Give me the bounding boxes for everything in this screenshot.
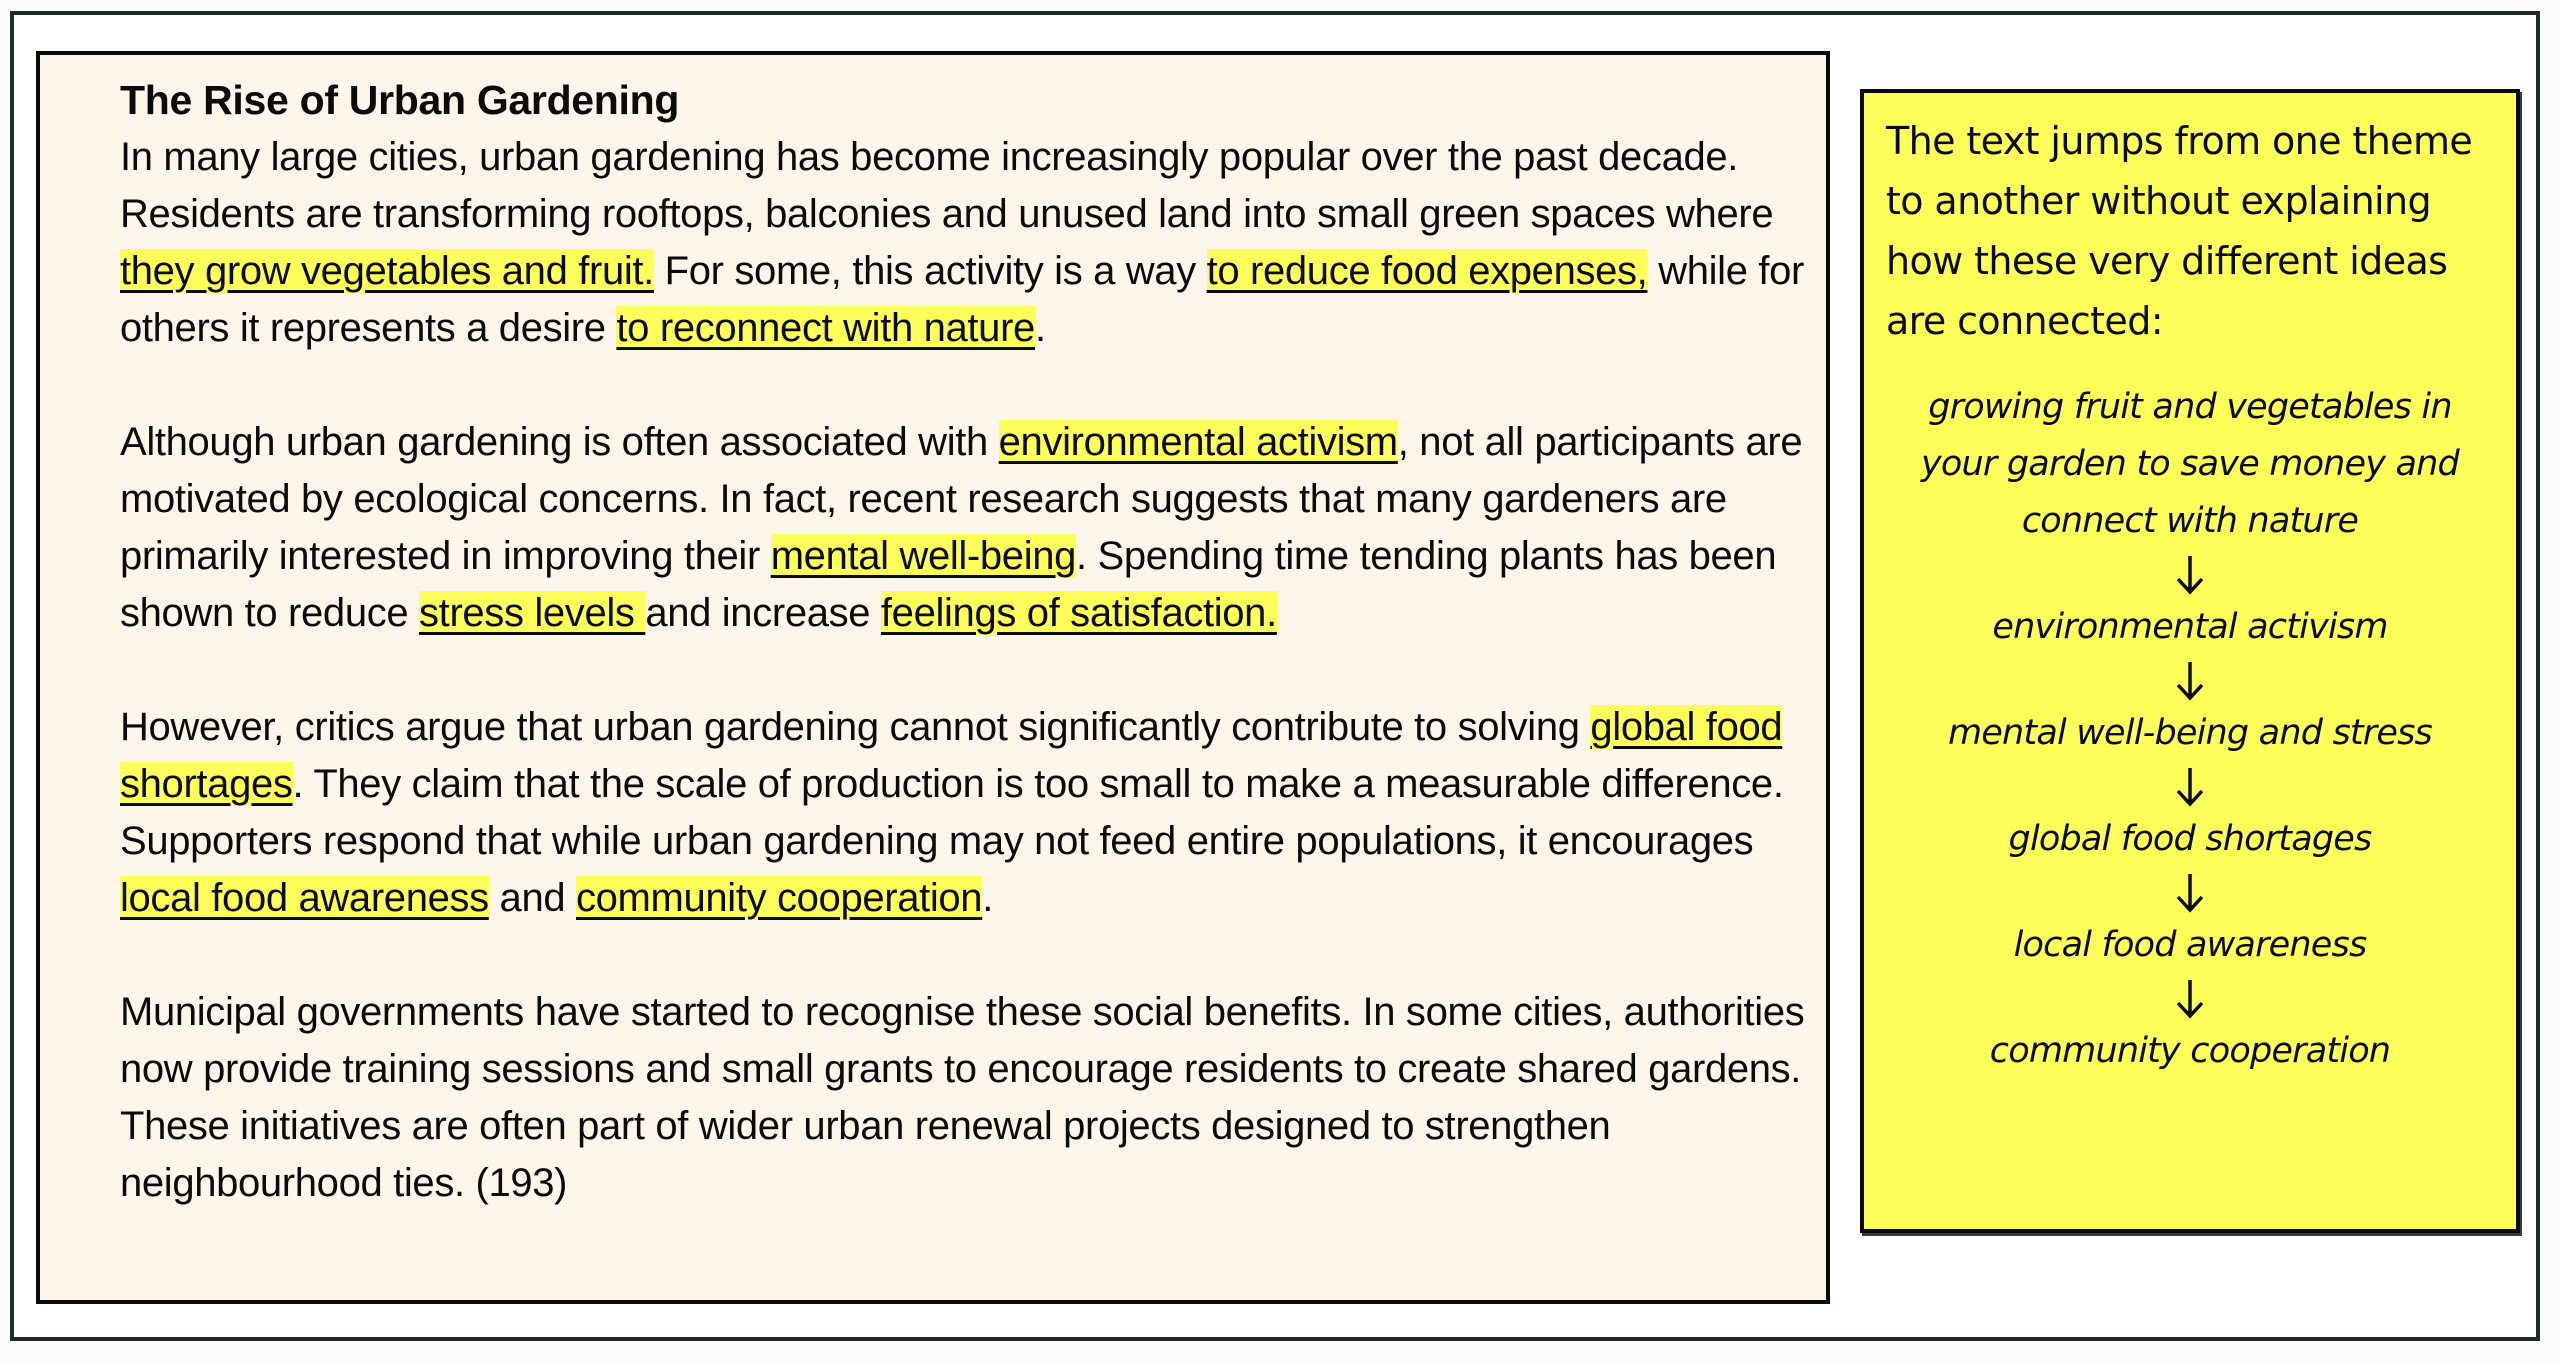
highlighted-phrase: stress levels bbox=[419, 591, 646, 635]
paragraph-text: . bbox=[982, 876, 993, 920]
highlighted-phrase: feelings of satisfaction. bbox=[880, 591, 1277, 635]
paragraph-text: . They claim that the scale of production is too small to make a measurable difference. Supporters respond that while urban gardening may not feed entire populations, it encourages bbox=[120, 762, 1784, 863]
flow-theme: environmental activism bbox=[1992, 607, 2388, 647]
arrow-down-icon bbox=[2170, 974, 2210, 1023]
article-body bbox=[120, 129, 1826, 1212]
paragraph-text: and bbox=[488, 876, 577, 920]
paragraph-text: Municipal governments have started to recognise these social benefits. In some cities, authorities now provide training sessions and small grants to encourage residents to create shared gardens. These initiatives are often part of wider urban renewal projects designed to strengthen neighbourhood ties. (193) bbox=[120, 990, 1805, 1205]
highlighted-phrase: mental well-being bbox=[770, 534, 1077, 578]
article-panel bbox=[36, 51, 1830, 1304]
article-paragraph bbox=[120, 699, 1830, 927]
paragraph-text: However, critics argue that urban gardening cannot significantly contribute to solving bbox=[120, 705, 1591, 749]
article-paragraph bbox=[120, 984, 1830, 1212]
highlighted-phrase: they grow vegetables and fruit. bbox=[120, 249, 654, 293]
arrow-down-icon bbox=[2170, 656, 2210, 705]
theme-flow bbox=[1886, 379, 2494, 1080]
flow-theme: growing fruit and vegetables in your garden to save money and connect with nature bbox=[1921, 387, 2459, 541]
highlighted-phrase: to reconnect with nature bbox=[616, 306, 1035, 350]
article-paragraph bbox=[120, 129, 1830, 357]
highlighted-phrase: to reduce food expenses, bbox=[1206, 249, 1648, 293]
paragraph-text: . Spending time tending plants has been shown to reduce bbox=[120, 534, 1777, 635]
paragraph-text: Although urban gardening is often associated with bbox=[120, 420, 999, 464]
article-title: The Rise of Urban Gardening bbox=[120, 77, 680, 123]
paragraph-text: , not all participants are motivated by ecological concerns. In fact, recent research suggests that many gardeners are primarily interested in improving their bbox=[120, 420, 1803, 578]
arrow-down-icon bbox=[2170, 868, 2210, 917]
paragraph-text: In many large cities, urban gardening has become increasingly popular over the past decade. Residents are transforming rooftops, balconies and unused land into small green spaces where bbox=[120, 135, 1774, 236]
flow-theme: community cooperation bbox=[1989, 1031, 2391, 1071]
article-paragraph bbox=[120, 414, 1830, 642]
paragraph-text: . bbox=[1034, 306, 1046, 350]
arrow-down-icon bbox=[2170, 550, 2210, 599]
note-intro: The text jumps from one theme to another without explaining how these very different ideas are connected: bbox=[1886, 119, 2473, 343]
flow-theme: mental well-being and stress bbox=[1948, 713, 2432, 753]
flow-theme: local food awareness bbox=[2013, 925, 2367, 965]
commentary-note bbox=[1860, 89, 2520, 1233]
highlighted-phrase: community cooperation bbox=[576, 876, 983, 920]
paragraph-text: For some, this activity is a way bbox=[653, 249, 1207, 293]
highlighted-phrase: local food awareness bbox=[120, 876, 489, 920]
paragraph-text: while for others it represents a desire bbox=[120, 249, 1804, 350]
paragraph-text: and increase bbox=[645, 591, 881, 635]
highlighted-phrase: global food shortages bbox=[120, 705, 1783, 806]
highlighted-phrase: environmental activism bbox=[998, 420, 1398, 464]
arrow-down-icon bbox=[2170, 762, 2210, 811]
flow-theme: global food shortages bbox=[2008, 819, 2372, 859]
